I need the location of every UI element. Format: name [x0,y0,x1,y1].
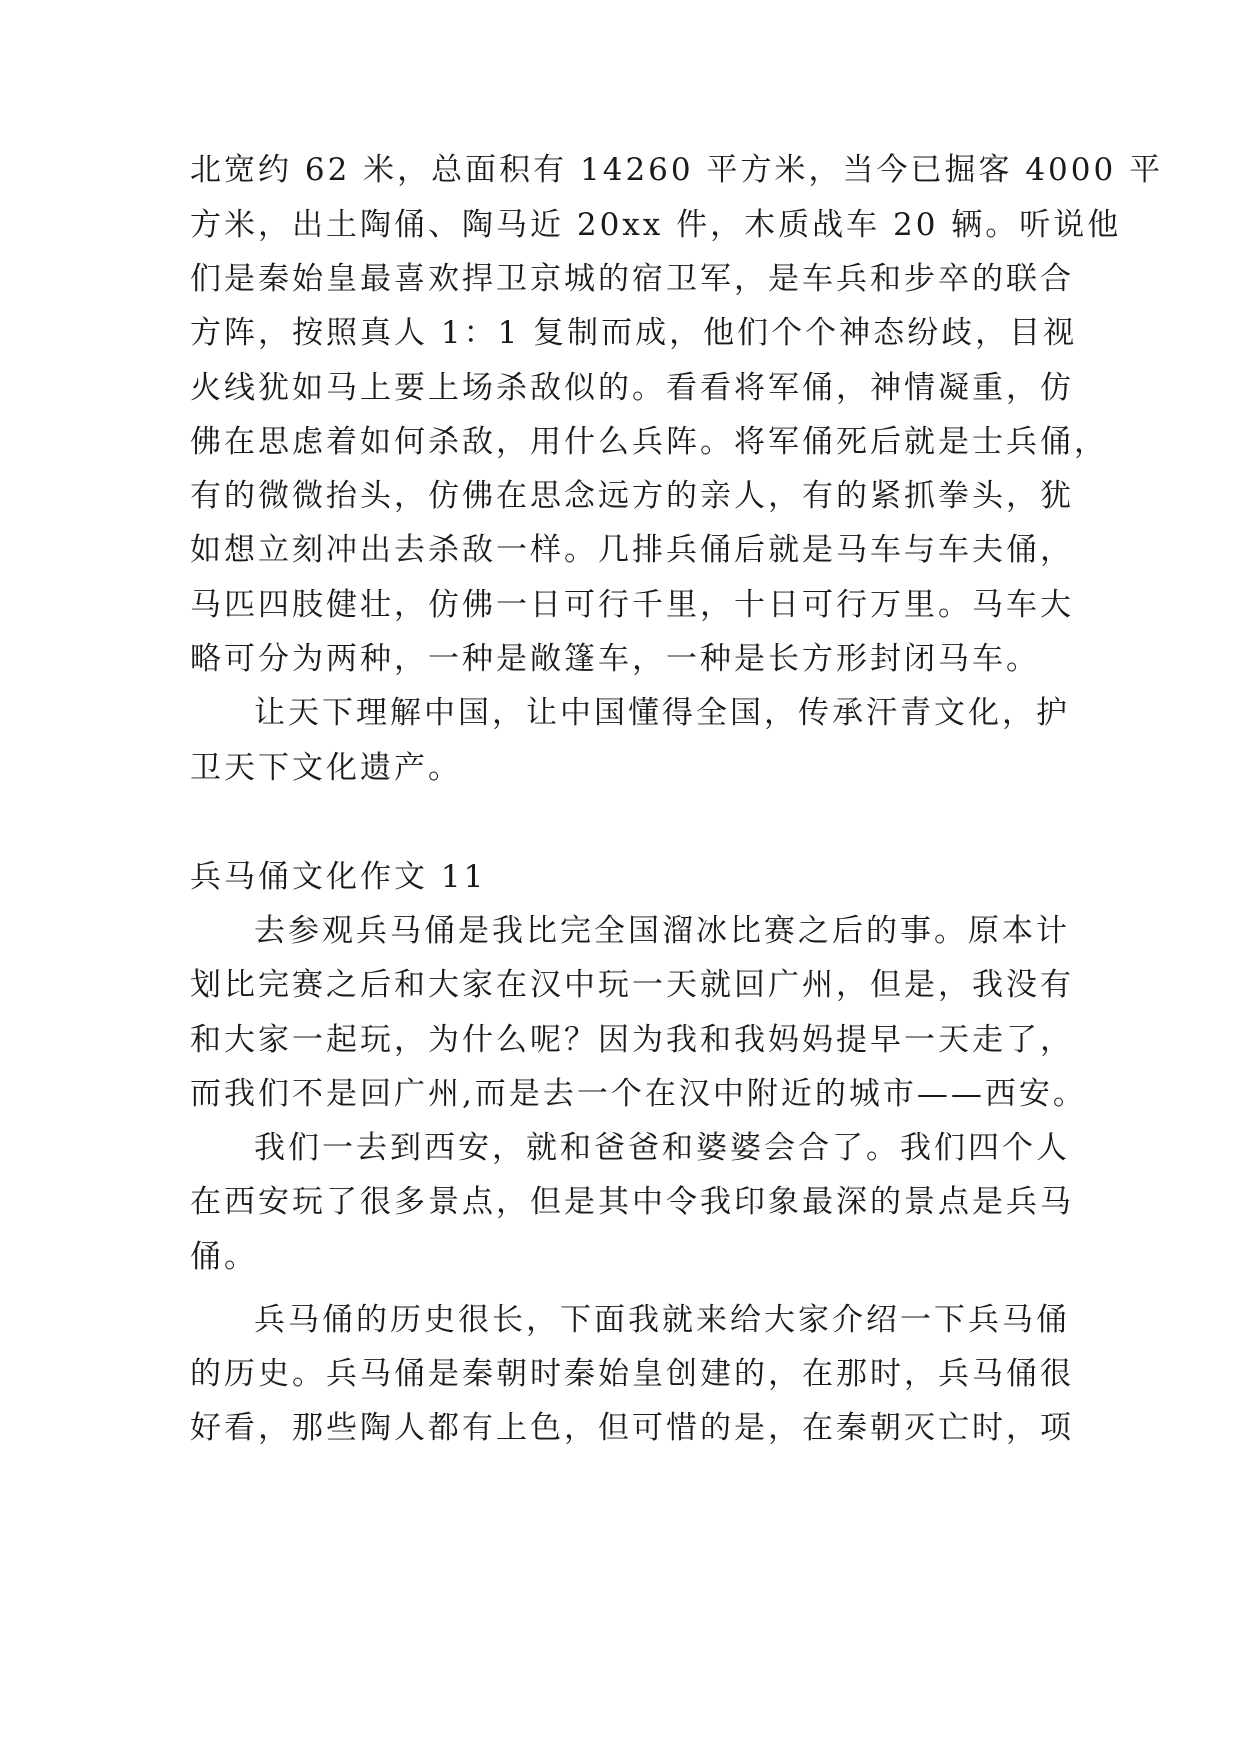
body-text-line: 略可分为两种，一种是敞篷车，一种是长方形封闭马车。 [190,641,1040,677]
body-text-line: 好看，那些陶人都有上色，但可惜的是，在秦朝灭亡时，项 [190,1410,1074,1446]
body-text-line: 方阵，按照真人 1：1 复制而成，他们个个神态纷歧，目视 [190,315,1078,351]
paragraph-first-line: 让天下理解中国，让中国懂得全国，传承汗青文化，护 [254,695,1070,731]
body-text-line: 划比完赛之后和大家在汉中玩一天就回广州，但是，我没有 [190,967,1074,1003]
body-text-line: 如想立刻冲出去杀敌一样。几排兵俑后就是马车与车夫俑， [190,532,1074,568]
paragraph-first-line: 我们一去到西安，就和爸爸和婆婆会合了。我们四个人 [254,1130,1070,1166]
paragraph-first-line: 去参观兵马俑是我比完全国溜冰比赛之后的事。原本计 [254,913,1070,949]
body-text-line: 而我们不是回广州,而是去一个在汉中附近的城市——西安。 [190,1076,1087,1112]
paragraph-first-line: 兵马俑的历史很长，下面我就来给大家介绍一下兵马俑 [254,1302,1070,1338]
body-text-line: 和大家一起玩，为什么呢？因为我和我妈妈提早一天走了， [190,1022,1074,1058]
body-text-line: 俑。 [190,1239,258,1275]
section-heading: 兵马俑文化作文 11 [190,859,487,895]
body-text-line: 的历史。兵马俑是秦朝时秦始皇创建的，在那时，兵马俑很 [190,1356,1074,1392]
body-text-line: 有的微微抬头，仿佛在思念远方的亲人，有的紧抓拳头，犹 [190,478,1074,514]
body-text-line: 北宽约 62 米，总面积有 14260 平方米，当今已掘客 4000 平 [190,152,1164,188]
body-text-line: 火线犹如马上要上场杀敌似的。看看将军俑，神情凝重，仿 [190,370,1074,406]
body-text-line: 卫天下文化遗产。 [190,750,462,786]
body-text-line: 们是秦始皇最喜欢捍卫京城的宿卫军，是车兵和步卒的联合 [190,261,1074,297]
body-text-line: 在西安玩了很多景点，但是其中令我印象最深的景点是兵马 [190,1184,1074,1220]
body-text-line: 马匹四肢健壮，仿佛一日可行千里，十日可行万里。马车大 [190,587,1074,623]
body-text-line: 方米，出土陶俑、陶马近 20xx 件，木质战车 20 辆。听说他 [190,207,1122,243]
body-text-line: 佛在思虑着如何杀敌，用什么兵阵。将军俑死后就是士兵俑， [190,424,1108,460]
